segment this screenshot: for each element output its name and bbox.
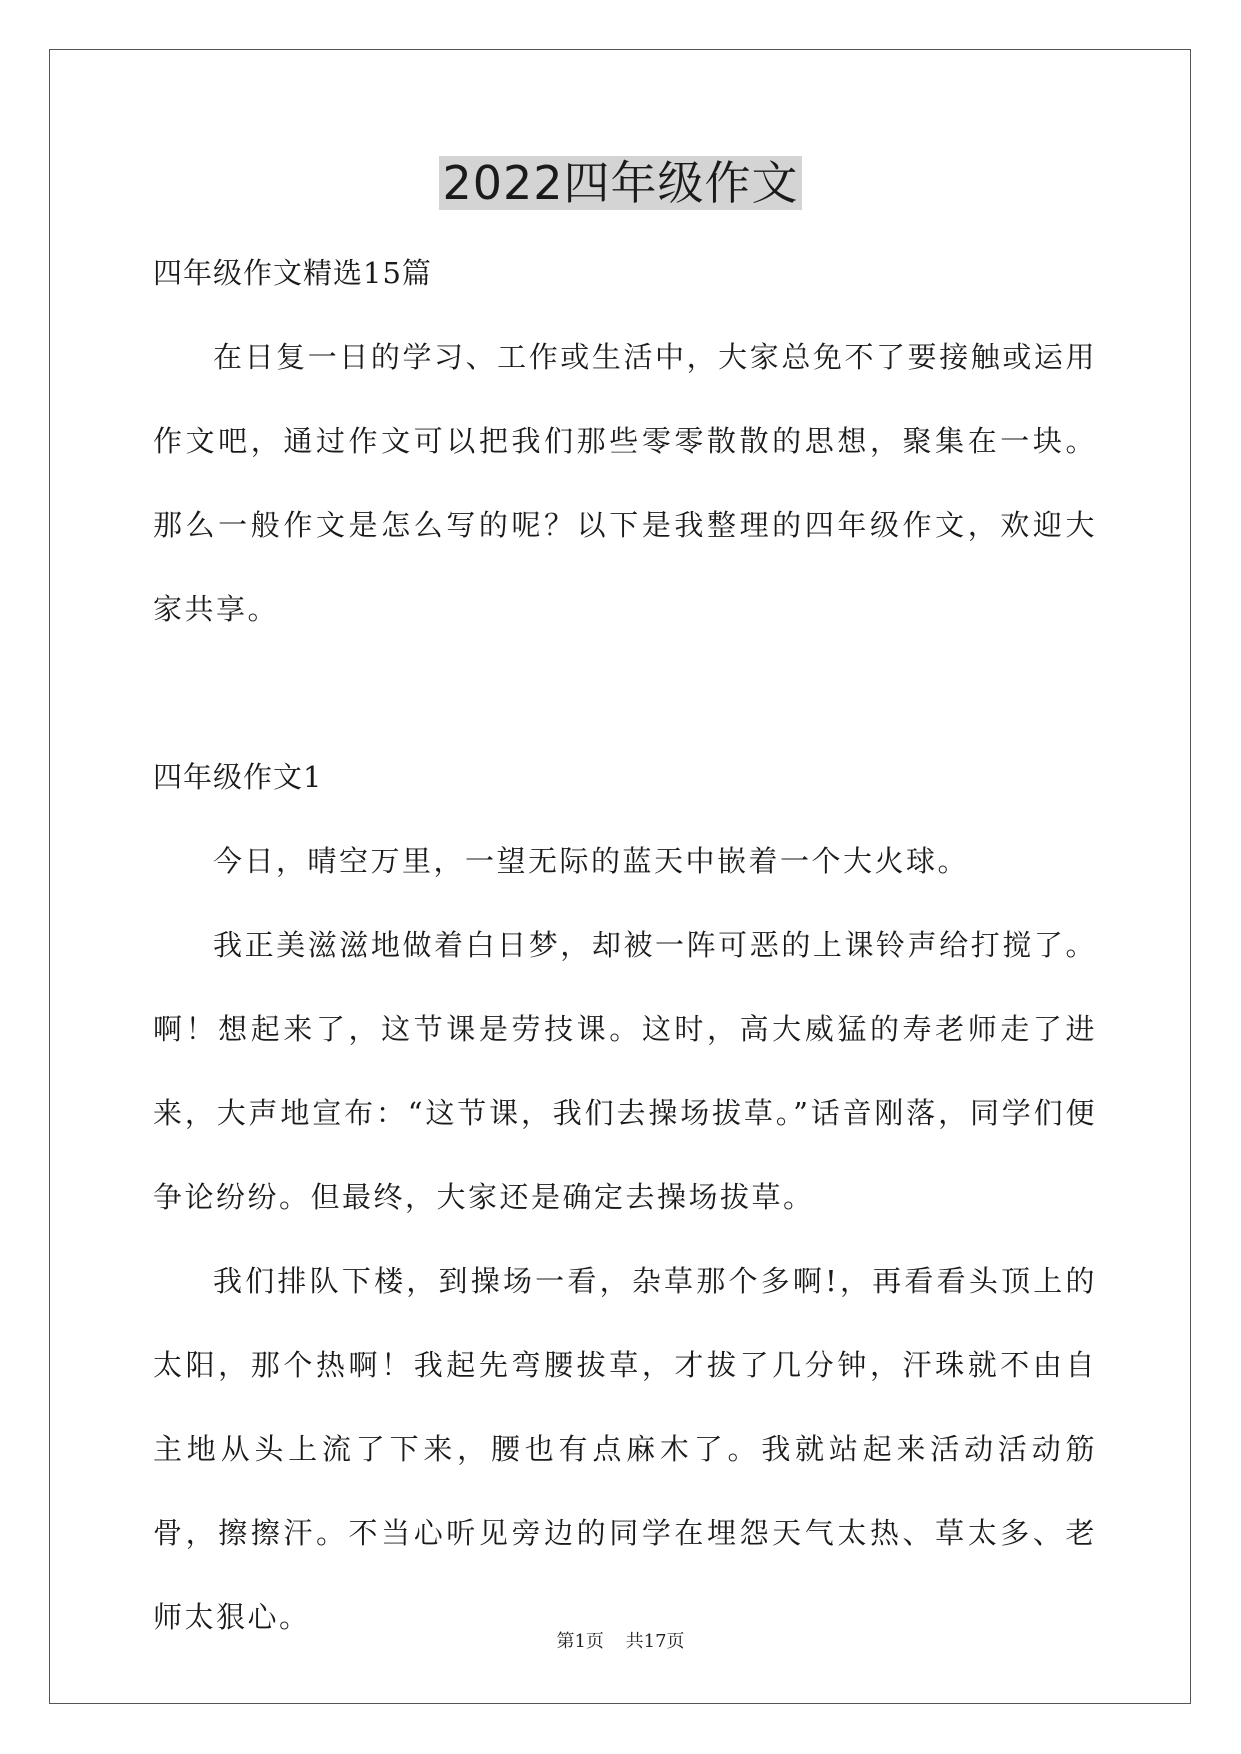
intro-paragraph: 在日复一日的学习、工作或生活中，大家总免不了要接触或运用作文吧，通过作文可以把我们那些零零散散的思想，聚集在一块。那么一般作文是怎么写的呢？以下是我整理的四年级作文，欢迎大家共享。: [153, 340, 1097, 626]
body-paragraph-3: 我们排队下楼，到操场一看，杂草那个多啊!，再看看头顶上的太阳，那个热啊！我起先弯腰拔草，才拔了几分钟，汗珠就不由自主地从头上流了下来，腰也有点麻木了。我就站起来活动活动筋骨，擦擦汗。不当心听见旁边的同学在埋怨天气太热、草太多、老师太狠心。: [153, 1264, 1097, 1634]
document-title: [0, 153, 1241, 213]
collection-subtitle: 四年级作文精选15篇: [153, 256, 432, 290]
body-paragraph-1: 今日，晴空万里，一望无际的蓝天中嵌着一个大火球。: [213, 844, 970, 878]
document-body: [153, 231, 1097, 1659]
page-number-current: 第1页: [556, 1631, 604, 1652]
section-heading: 四年级作文1: [153, 760, 323, 794]
page-number-total: 共17页: [625, 1631, 685, 1652]
body-paragraph-2: 我正美滋滋地做着白日梦，却被一阵可恶的上课铃声给打搅了。啊！想起来了，这节课是劳技课。这时，高大威猛的寿老师走了进来，大声地宣布：“这节课，我们去操场拔草。”话音刚落，同学们便争论纷纷。但最终，大家还是确定去操场拔草。: [153, 928, 1097, 1214]
section-spacer: [153, 651, 1097, 735]
document-title-text: 2022四年级作文: [439, 156, 801, 210]
page-footer: [0, 1627, 1241, 1653]
